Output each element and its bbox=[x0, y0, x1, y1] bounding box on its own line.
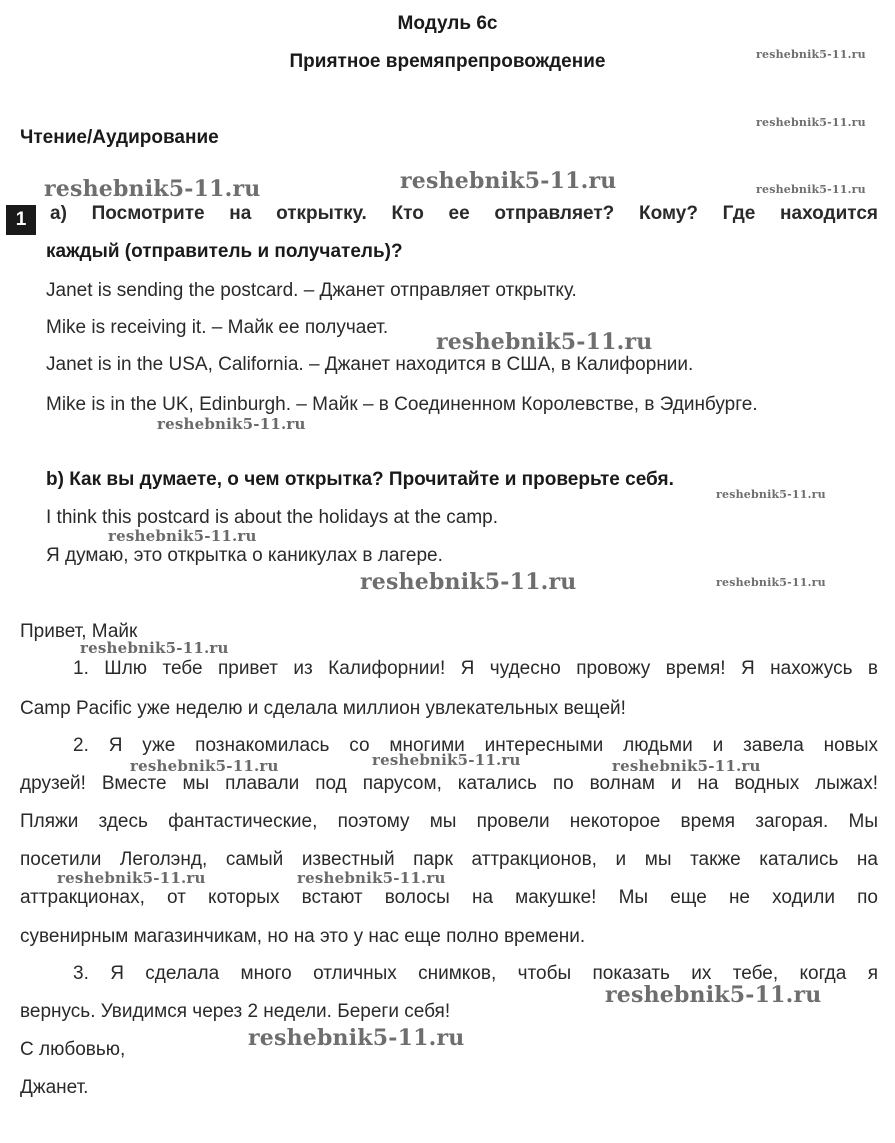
letter-p1-line-1: 1. Шлю тебе привет из Калифорнии! Я чудесно провожу время! Я нахожусь в bbox=[73, 658, 878, 679]
watermark: reshebnik5-11.ru bbox=[57, 869, 206, 887]
watermark: reshebnik5-11.ru bbox=[756, 48, 866, 61]
letter-p2-line-1: 2. Я уже познакомилась со многими интересными людьми и завела новых bbox=[73, 735, 878, 756]
answer-a-2: Mike is receiving it. – Майк ее получает. bbox=[46, 317, 389, 338]
watermark: reshebnik5-11.ru bbox=[108, 527, 257, 545]
watermark: reshebnik5-11.ru bbox=[716, 576, 826, 589]
letter-p2-line-3: Пляжи здесь фантастические, поэтому мы провели некоторое время загорая. Мы bbox=[20, 811, 878, 832]
module-title: Модуль 6c bbox=[397, 13, 498, 34]
section-heading: Чтение/Аудирование bbox=[20, 127, 219, 148]
watermark: reshebnik5-11.ru bbox=[297, 869, 446, 887]
question-b: b) Как вы думаете, о чем открытка? Прочитайте и проверьте себя. bbox=[46, 469, 674, 490]
letter-signature: Джанет. bbox=[20, 1077, 89, 1098]
watermark: reshebnik5-11.ru bbox=[44, 176, 261, 202]
page-title: Приятное времяпрепровождение bbox=[289, 51, 606, 72]
letter-p1-line-2: Camp Pacific уже неделю и сделала миллион увлекательных вещей! bbox=[20, 698, 626, 719]
answer-a-1: Janet is sending the postcard. – Джанет отправляет открытку. bbox=[46, 280, 577, 301]
watermark: reshebnik5-11.ru bbox=[360, 569, 577, 595]
letter-closing: С любовью, bbox=[20, 1039, 126, 1060]
watermark: reshebnik5-11.ru bbox=[716, 488, 826, 501]
letter-greeting: Привет, Майк bbox=[20, 621, 138, 642]
answer-b-2: Я думаю, это открытка о каникулах в лагере. bbox=[46, 545, 443, 566]
watermark: reshebnik5-11.ru bbox=[756, 183, 866, 196]
question-a-line-2: каждый (отправитель и получатель)? bbox=[46, 241, 403, 262]
letter-p2-line-5: аттракционах, от которых встают волосы на макушке! Мы еще не ходили по bbox=[20, 887, 878, 908]
question-a-line-1: а) Посмотрите на открытку. Кто ее отправляет? Кому? Где находится bbox=[50, 203, 878, 224]
letter-p2-line-4: посетили Леголэнд, самый известный парк аттракционов, и мы также катались на bbox=[20, 849, 878, 870]
letter-p2-line-2: друзей! Вместе мы плавали под парусом, катались по волнам и на водных лыжах! bbox=[20, 773, 878, 794]
exercise-number-badge: 1 bbox=[6, 205, 36, 235]
watermark: reshebnik5-11.ru bbox=[372, 751, 521, 769]
answer-a-3: Janet is in the USA, California. – Джанет находится в США, в Калифорнии. bbox=[46, 354, 694, 375]
watermark: reshebnik5-11.ru bbox=[400, 168, 617, 194]
watermark: reshebnik5-11.ru bbox=[157, 415, 306, 433]
watermark: reshebnik5-11.ru bbox=[756, 116, 866, 129]
letter-p3-line-1: 3. Я сделала много отличных снимков, чтобы показать их тебе, когда я bbox=[73, 963, 878, 984]
watermark: reshebnik5-11.ru bbox=[612, 757, 761, 775]
letter-p3-line-2: вернусь. Увидимся через 2 недели. Береги себя! bbox=[20, 1001, 451, 1022]
watermark: reshebnik5-11.ru bbox=[436, 329, 653, 355]
letter-p2-line-6: сувенирным магазинчикам, но на это у нас еще полно времени. bbox=[20, 926, 586, 947]
answer-a-4: Mike is in the UK, Edinburgh. – Майк – в Соединенном Королевстве, в Эдинбурге. bbox=[46, 394, 758, 415]
watermark: reshebnik5-11.ru bbox=[248, 1025, 465, 1051]
answer-b-1: I think this postcard is about the holidays at the camp. bbox=[46, 507, 499, 528]
watermark: reshebnik5-11.ru bbox=[130, 757, 279, 775]
watermark: reshebnik5-11.ru bbox=[80, 639, 229, 657]
watermark: reshebnik5-11.ru bbox=[605, 982, 822, 1008]
